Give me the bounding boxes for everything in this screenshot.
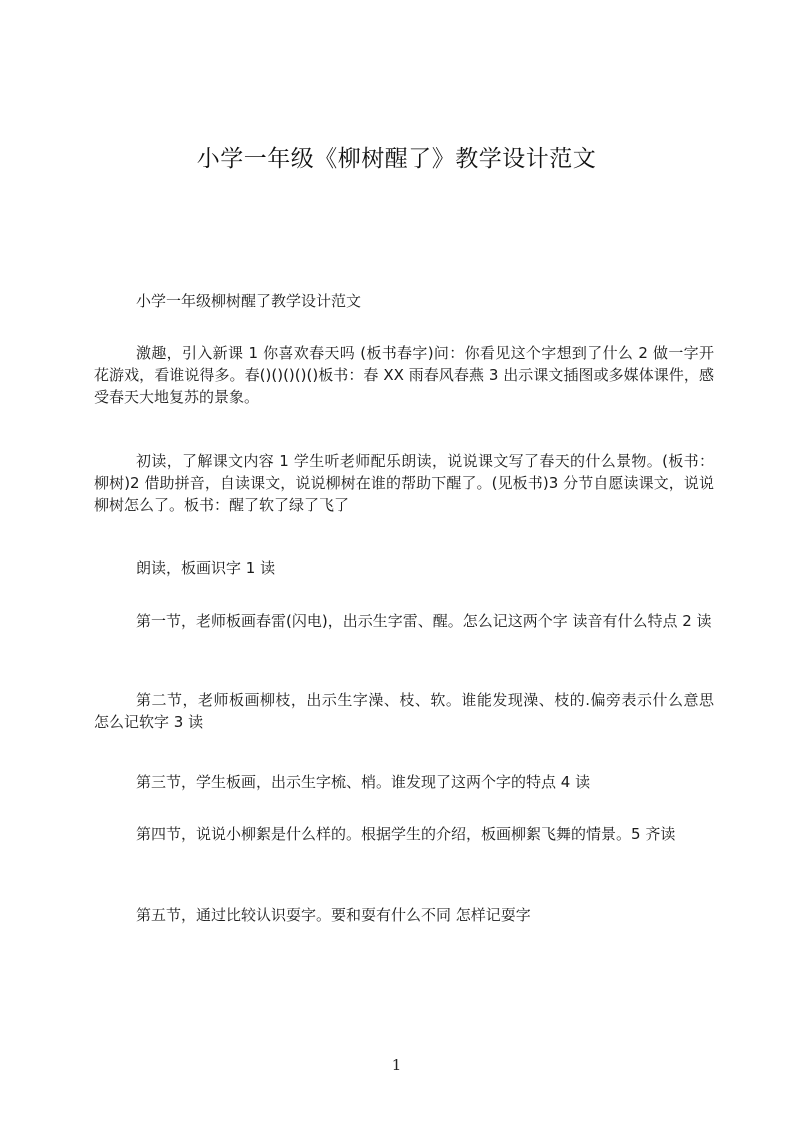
paragraph-intro: 激趣，引入新课 1 你喜欢春天吗 (板书春字)问：你看见这个字想到了什么 2 做一字开花游戏，看谁说得多。春()()()()()板书：春 XX 雨春风春燕 3 出示课文插图或多媒体课件，感受春天大地复苏的景象。 — [94, 344, 714, 406]
paragraph-subtitle: 小学一年级柳树醒了教学设计范文 — [136, 292, 362, 310]
paragraph-section-5: 第五节，通过比较认识耍字。要和耍有什么不同 怎样记耍字 — [136, 906, 531, 924]
paragraph-section-1: 第一节，老师板画春雷(闪电)，出示生字雷、醒。怎么记这两个字 读音有什么特点 2 读 — [136, 612, 712, 630]
paragraph-first-reading: 初读，了解课文内容 1 学生听老师配乐朗读，说说课文写了春天的什么景物。(板书：柳树)2 借助拼音，自读课文，说说柳树在谁的帮助下醒了。(见板书)3 分节自愿读课文，说说柳树怎么了。板书：醒了软了绿了飞了 — [94, 452, 714, 514]
paragraph-section-3: 第三节，学生板画，出示生字梳、梢。谁发现了这两个字的特点 4 读 — [136, 773, 591, 791]
paragraph-section-2: 第二节，老师板画柳枝，出示生字澡、枝、软。谁能发现澡、枝的.偏旁表示什么意思 怎么记软字 3 读 — [94, 691, 714, 731]
document-title: 小学一年级《柳树醒了》教学设计范文 — [196, 146, 597, 172]
page-number: 1 — [391, 1056, 402, 1074]
paragraph-section-4: 第四节，说说小柳絮是什么样的。根据学生的介绍，板画柳絮飞舞的情景。5 齐读 — [136, 825, 676, 843]
paragraph-reading-heading: 朗读，板画识字 1 读 — [136, 559, 276, 577]
